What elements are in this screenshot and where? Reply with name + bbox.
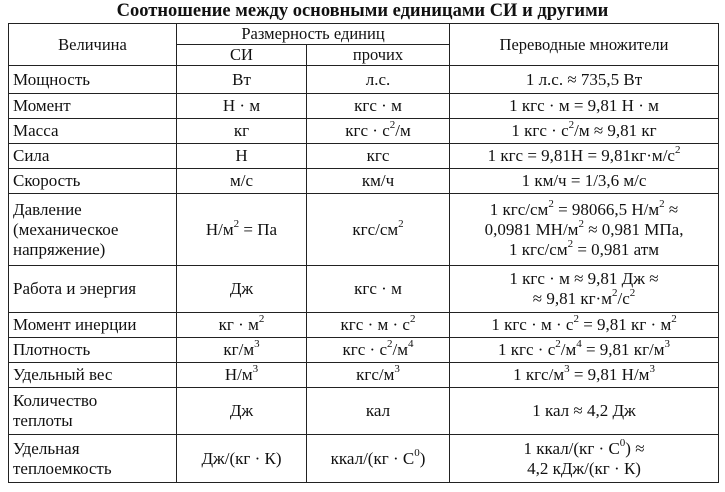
table-row (9, 338, 719, 363)
header-dimension: Размерность единиц (177, 24, 450, 45)
factor-cell: 1 кгс/$м^3 = 9,81$ $Н/м^3$ (450, 363, 719, 388)
si-unit-cell: $Н/м^2$ = Па (177, 194, 307, 266)
si-unit-cell: Н (177, 144, 307, 169)
header-si: СИ (177, 45, 307, 66)
quantity-cell: Сила (9, 144, 177, 169)
si-unit-cell: Дж/(кг · К) (177, 435, 307, 483)
si-unit-cell: Вт (177, 66, 307, 94)
header-other: прочих (307, 45, 450, 66)
table-row (9, 435, 719, 483)
quantity-cell: Давление (механическое напряжение) (9, 194, 177, 266)
factor-cell: 1 кгс = $9,81Н = 9,81кг\cdot м/с^2$ (450, 144, 719, 169)
header-factors: Переводные множители (450, 24, 719, 66)
other-unit-cell: кгс/$м^3$ (307, 363, 450, 388)
factor-cell: 1 кгс · $с^2/м^4 = 9,81$ $кг/м^3$ (450, 338, 719, 363)
quantity-cell: Удельный вес (9, 363, 177, 388)
si-unit-cell: Дж (177, 388, 307, 435)
si-unit-cell: $кг/м^3$ (177, 338, 307, 363)
table-row (9, 266, 719, 313)
header-row (9, 24, 719, 45)
quantity-cell: Плотность (9, 338, 177, 363)
table-row (9, 66, 719, 94)
other-unit-cell: км/ч (307, 169, 450, 194)
factor-cell: 1 кгс · м ≈ 9,81 Дж ≈ ≈ 9,81 $кг\cdot м^2/с^2$ (450, 266, 719, 313)
quantity-cell: Удельная теплоемкость (9, 435, 177, 483)
other-unit-cell: л.с. (307, 66, 450, 94)
factor-cell: 1 кал ≈ 4,2 Дж (450, 388, 719, 435)
other-unit-cell: кал (307, 388, 450, 435)
table-row (9, 144, 719, 169)
table-row (9, 119, 719, 144)
units-table (8, 23, 719, 483)
factor-cell: 1 ккал/(кг · $С^0$) ≈ 4,2 кДж/(кг · К) (450, 435, 719, 483)
quantity-cell: Скорость (9, 169, 177, 194)
factor-cell: 1 л.с. ≈ 735,5 Вт (450, 66, 719, 94)
table-row (9, 388, 719, 435)
factor-cell: 1 кгс · $с^2/м \approx 9,81$ кг (450, 119, 719, 144)
header-quantity: Величина (9, 24, 177, 66)
other-unit-cell: кгс/$см^2$ (307, 194, 450, 266)
factor-cell: 1 кгс · $м \cdot с^2 = 9,81$ кг · $м^2$ (450, 313, 719, 338)
quantity-cell: Момент (9, 94, 177, 119)
other-unit-cell: кгс · м (307, 94, 450, 119)
quantity-cell: Масса (9, 119, 177, 144)
factor-cell: 1 км/ч = 1/3,6 м/с (450, 169, 719, 194)
si-unit-cell: кг · $м^2$ (177, 313, 307, 338)
other-unit-cell: кгс (307, 144, 450, 169)
si-unit-cell: Дж (177, 266, 307, 313)
other-unit-cell: кгс · $с^2/м^4$ (307, 338, 450, 363)
table-row (9, 363, 719, 388)
quantity-cell: Количество теплоты (9, 388, 177, 435)
other-unit-cell: ккал/(кг · $С^0$) (307, 435, 450, 483)
si-unit-cell: $Н/м^3$ (177, 363, 307, 388)
other-unit-cell: кгс · $м \cdot с^2$ (307, 313, 450, 338)
si-unit-cell: Н · м (177, 94, 307, 119)
factor-cell: 1 кгс/$см^2 = 98066,5$ $Н/м^2$ ≈ 0,0981 $МН/м^2 \approx 0,981$ МПа, 1 кгс/$см^2 = 0,981$ атм (450, 194, 719, 266)
factor-cell: 1 кгс · м = 9,81 Н · м (450, 94, 719, 119)
table-row (9, 94, 719, 119)
quantity-cell: Мощность (9, 66, 177, 94)
table-row (9, 169, 719, 194)
quantity-cell: Момент инерции (9, 313, 177, 338)
si-unit-cell: м/с (177, 169, 307, 194)
table-row (9, 313, 719, 338)
other-unit-cell: кгс · $с^2/м$ (307, 119, 450, 144)
si-unit-cell: кг (177, 119, 307, 144)
table-row (9, 194, 719, 266)
quantity-cell: Работа и энергия (9, 266, 177, 313)
table-title: Соотношение между основными единицами СИ и другими (116, 1, 609, 21)
other-unit-cell: кгс · м (307, 266, 450, 313)
